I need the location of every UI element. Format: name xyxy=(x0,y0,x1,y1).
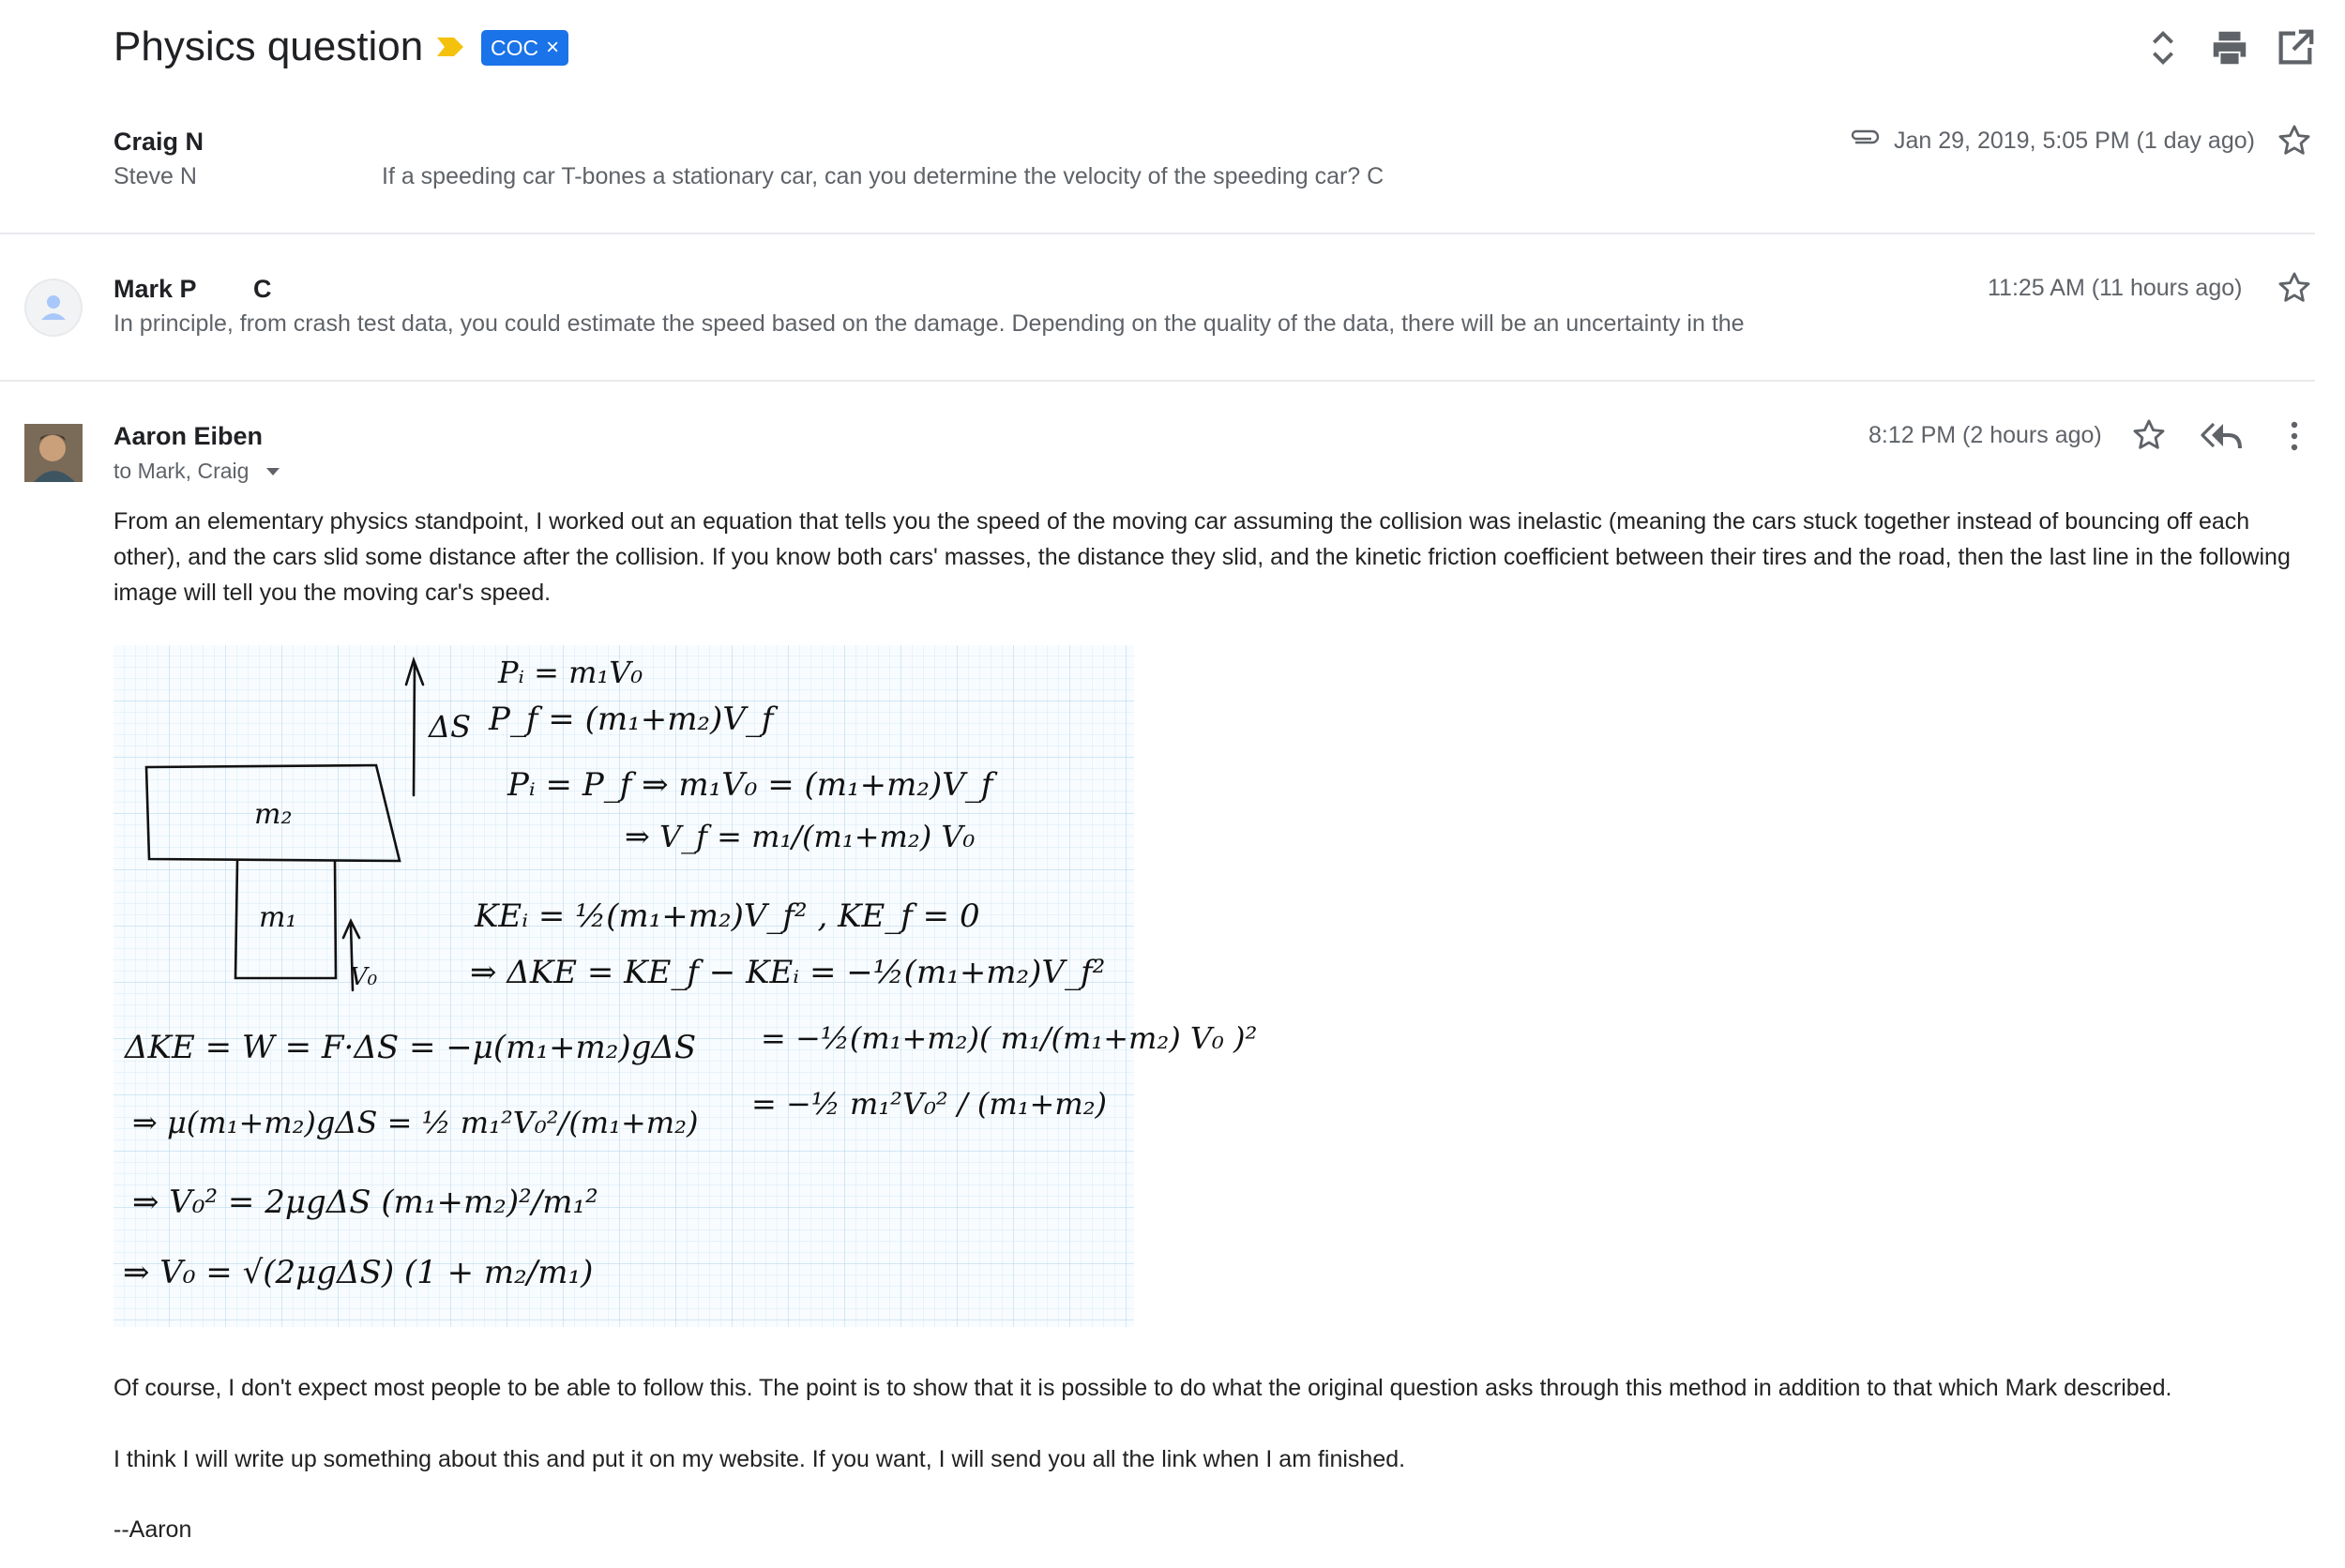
sketch-line: = −½(m₁+m₂)( m₁/(m₁+m₂) V₀ )² xyxy=(761,1020,1258,1056)
star-icon[interactable] xyxy=(2131,417,2167,453)
sketch-line: Pᵢ = m₁V₀ xyxy=(498,655,643,690)
sketch-line: Pᵢ = P_f ⇒ m₁V₀ = (m₁+m₂)V_f xyxy=(507,766,993,804)
message-body-paragraph: I think I will write up something about this and put it on my website. If you want, I will send you all the link when I am finished. xyxy=(113,1446,1406,1472)
message-signature: --Aaron xyxy=(113,1516,192,1543)
show-details-chevron-icon[interactable] xyxy=(265,465,281,478)
sketch-line: ⇒ V_f = m₁/(m₁+m₂) V₀ xyxy=(625,819,976,854)
sketch-line: ⇒ ΔKE = KE_f − KEᵢ = −½(m₁+m₂)V_f² xyxy=(470,954,1106,991)
message-2-date: 11:25 AM (11 hours ago) xyxy=(1988,275,2243,301)
message-3-recipients: to Mark, Craig xyxy=(113,459,250,483)
reply-all-icon[interactable] xyxy=(2201,418,2242,452)
message-divider xyxy=(0,233,2315,234)
sender-photo xyxy=(24,424,83,482)
label-chip[interactable] xyxy=(481,30,568,66)
message-body-paragraph: From an elementary physics standpoint, I worked out an equation that tells you the speed of the moving car assuming the collision was inelastic (meaning the cars stuck together instead of bouncing off each other), and the cars slid some distance after the collision. If you know both cars' masses, the distance they slid, and the kinetic friction coefficient between their tires and the road, then the last line in the following image will tell you the moving car's speed. xyxy=(113,508,2291,606)
unfold-icon[interactable] xyxy=(2141,26,2185,69)
message-2-sender-suffix: C xyxy=(253,275,272,303)
importance-marker-icon[interactable] xyxy=(435,36,465,58)
avatar-placeholder xyxy=(24,279,83,337)
sketch-label-v0: V₀ xyxy=(350,963,378,991)
sketch-line: KEᵢ = ½(m₁+m₂)V_f² , KE_f = 0 xyxy=(475,897,980,935)
sketch-line: = −½ m₁²V₀² / (m₁+m₂) xyxy=(751,1086,1107,1122)
sketch-line: ⇒ μ(m₁+m₂)gΔS = ½ m₁²V₀²/(m₁+m₂) xyxy=(132,1105,699,1140)
message-2-sender[interactable]: Mark P xyxy=(113,275,197,303)
person-icon xyxy=(24,279,83,337)
star-icon[interactable] xyxy=(2277,270,2312,306)
message-1-snippet[interactable]: If a speeding car T-bones a stationary car, can you determine the velocity of the speeding car? C xyxy=(382,163,1384,189)
message-3-sender[interactable]: Aaron Eiben xyxy=(113,422,264,450)
star-icon[interactable] xyxy=(2277,123,2312,158)
paperclip-icon xyxy=(1848,126,1882,150)
more-vert-icon[interactable] xyxy=(2280,418,2308,454)
message-divider xyxy=(0,380,2315,382)
thread-subject: Physics question xyxy=(113,23,424,69)
sketch-label-m2: m₂ xyxy=(254,798,293,831)
sketch-label-m1: m₁ xyxy=(259,901,297,934)
message-3-date: 8:12 PM (2 hours ago) xyxy=(1868,422,2102,448)
label-chip-text: COC xyxy=(491,36,539,60)
remove-label-button[interactable]: × xyxy=(546,35,560,60)
handwritten-derivation-image xyxy=(113,645,1258,1327)
sketch-line: ⇒ V₀² = 2μgΔS (m₁+m₂)²/m₁² xyxy=(132,1184,598,1221)
sketch-line: ⇒ V₀ = √(2μgΔS) (1 + m₂/m₁) xyxy=(123,1254,594,1291)
message-1-sender[interactable]: Craig N xyxy=(113,128,204,156)
sketch-label-ds: ΔS xyxy=(429,709,472,745)
message-1-date: Jan 29, 2019, 5:05 PM (1 day ago) xyxy=(1894,128,2255,154)
message-2-snippet[interactable]: In principle, from crash test data, you could estimate the speed based on the damage. Depending on the quality of the data, there will be an uncertainty in the xyxy=(113,310,1745,337)
message-1-recipient: Steve N xyxy=(113,163,197,189)
avatar[interactable] xyxy=(24,424,83,482)
sketch-line: P_f = (m₁+m₂)V_f xyxy=(489,701,774,738)
print-icon[interactable] xyxy=(2208,26,2251,69)
message-body-paragraph: Of course, I don't expect most people to be able to follow this. The point is to show that it is possible to do what the original question asks through this method in addition to that which Mark described. xyxy=(113,1375,2172,1401)
open-in-new-icon[interactable] xyxy=(2274,26,2317,69)
sketch-line: ΔKE = W = F·ΔS = −μ(m₁+m₂)gΔS xyxy=(125,1029,697,1066)
